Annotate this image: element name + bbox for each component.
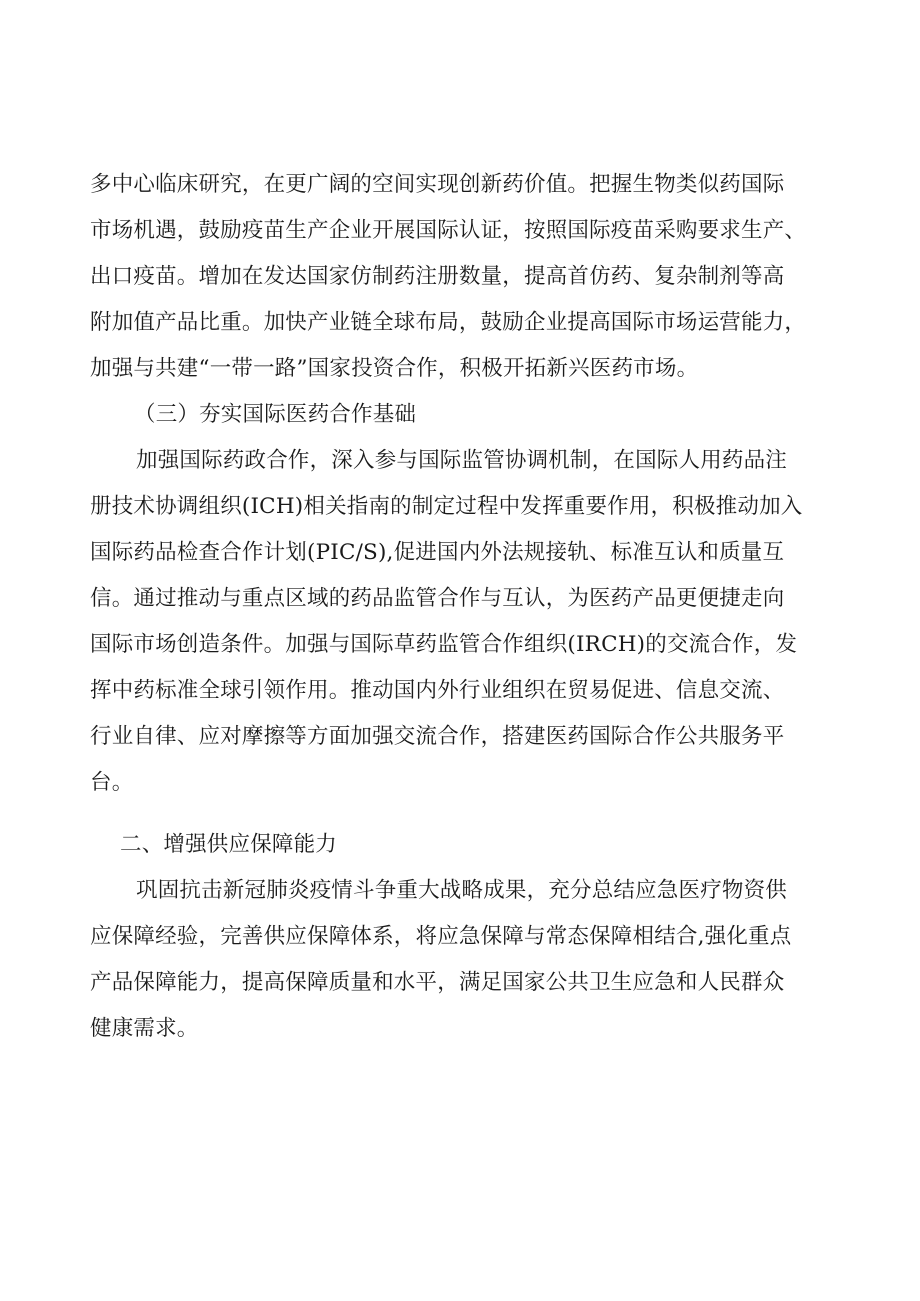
- paragraph-line: 产品保障能力，提高保障质量和水平，满足国家公共卫生应急和人民群众: [90, 970, 785, 995]
- paragraph-line: 市场机遇，鼓励疫苗生产企业开展国际认证，按照国际疫苗采购要求生产、: [90, 218, 807, 243]
- section-heading: 二、增强供应保障能力: [120, 832, 338, 857]
- paragraph-line: 应保障经验，完善供应保障体系，将应急保障与常态保障相结合,强化重点: [90, 924, 792, 949]
- paragraph-line: 册技术协调组织(ICH)相关指南的制定过程中发挥重要作用，积极推动加入: [90, 494, 803, 519]
- paragraph-line: 挥中药标准全球引领作用。推动国内外行业组织在贸易促进、信息交流、: [90, 678, 785, 703]
- paragraph-line: 国际市场创造条件。加强与国际草药监管合作组织(IRCH)的交流合作，发: [90, 632, 798, 657]
- paragraph-line: 加强与共建“一带一路”国家投资合作，积极开拓新兴医药市场。: [90, 356, 699, 381]
- paragraph-line: 健康需求。: [90, 1016, 199, 1041]
- paragraph-line: 国际药品检查合作计划(PIC/S),促进国内外法规接轨、标准互认和质量互: [90, 540, 785, 565]
- paragraph-line: 加强国际药政合作，深入参与国际监管协调机制，在国际人用药品注: [136, 448, 788, 473]
- paragraph-line: 多中心临床研究，在更广阔的空间实现创新药价值。把握生物类似药国际: [90, 172, 785, 197]
- paragraph-line: 巩固抗击新冠肺炎疫情斗争重大战略成果，充分总结应急医疗物资供: [136, 878, 788, 903]
- paragraph-line: 台。: [90, 770, 134, 795]
- paragraph-line: 信。通过推动与重点区域的药品监管合作与互认，为医药产品更便捷走向: [90, 586, 785, 611]
- section-subheading: （三）夯实国际医药合作基础: [134, 402, 417, 427]
- paragraph-line: 出口疫苗。增加在发达国家仿制药注册数量，提高首仿药、复杂制剂等高: [90, 264, 785, 289]
- paragraph-line: 行业自律、应对摩擦等方面加强交流合作，搭建医药国际合作公共服务平: [90, 724, 785, 749]
- paragraph-line: 附加值产品比重。加快产业链全球布局，鼓励企业提高国际市场运营能力，: [90, 310, 807, 335]
